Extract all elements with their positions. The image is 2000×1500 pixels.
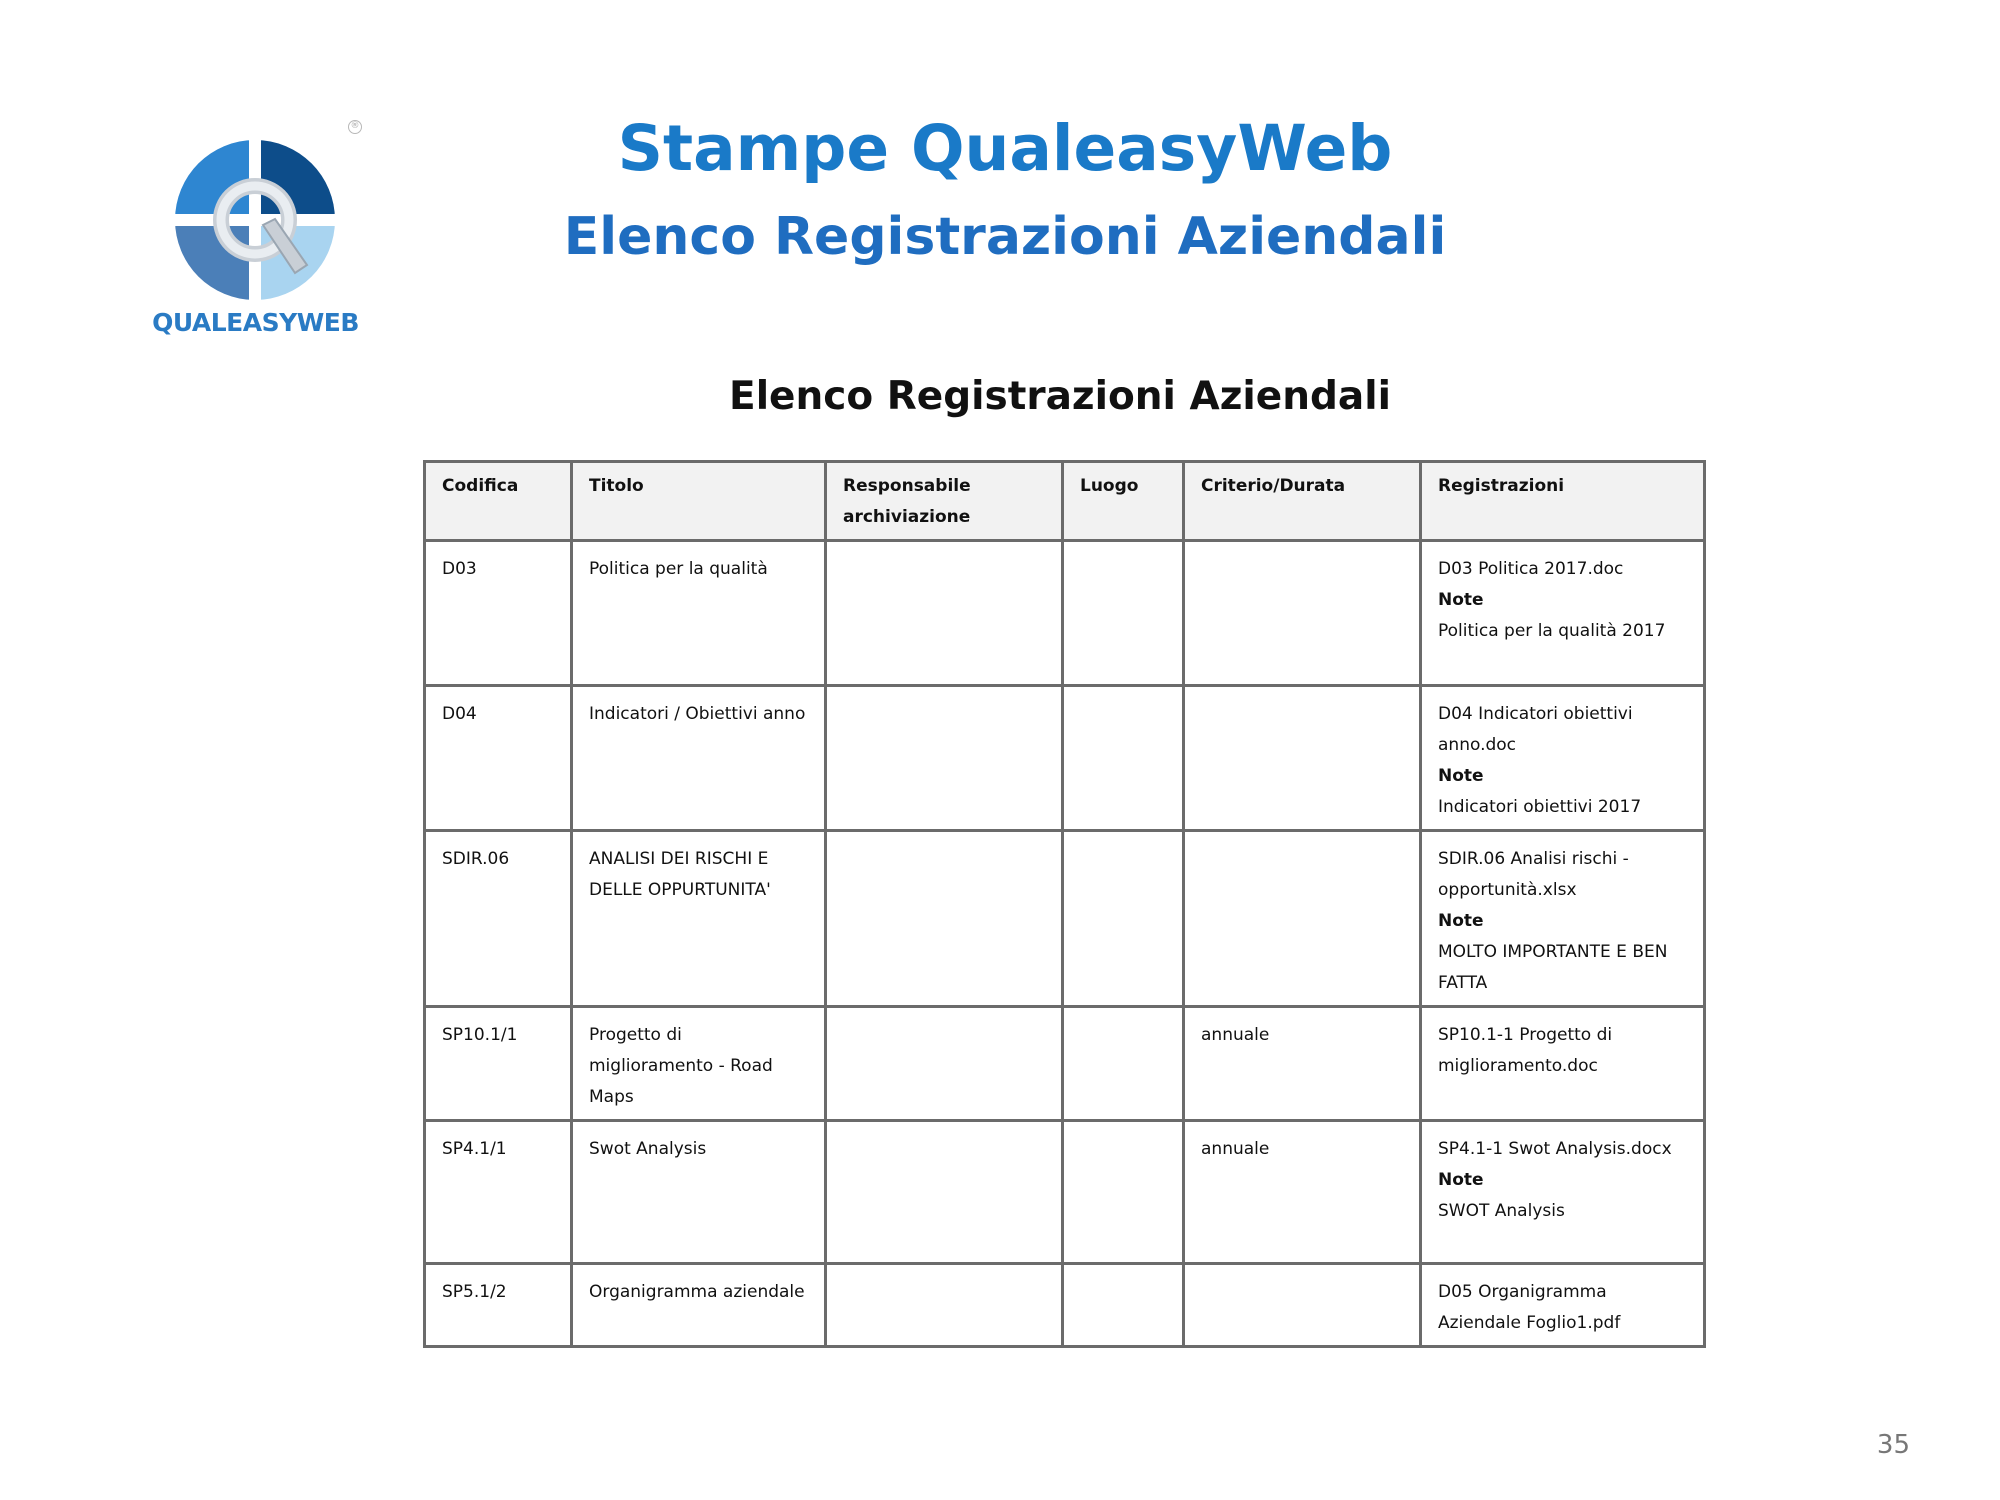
- table-row: [425, 1121, 1705, 1264]
- column-header-criterion: Criterio/Durata: [1184, 462, 1421, 541]
- cell-title: Organigramma aziendale: [572, 1264, 826, 1347]
- slide-title: Stampe QualeasyWeb: [617, 112, 1393, 185]
- column-header-code: Codifica: [425, 462, 572, 541]
- logo-text: QUALEASYWEB: [152, 308, 359, 337]
- cell-title: Politica per la qualità: [572, 541, 826, 686]
- table-row: [425, 686, 1705, 831]
- cell-code: SDIR.06: [425, 831, 572, 1007]
- registration-note-label: Note: [1438, 911, 1484, 931]
- cell-code: SP10.1/1: [425, 1007, 572, 1121]
- cell-responsible: [826, 686, 1063, 831]
- table-row: [425, 831, 1705, 1007]
- slide-subtitle: Elenco Registrazioni Aziendali: [563, 207, 1447, 267]
- column-header-title: Titolo: [572, 462, 826, 541]
- cell-registrations: [1421, 686, 1705, 831]
- column-header-responsible: Responsabile archiviazione: [826, 462, 1063, 541]
- cell-code: SP4.1/1: [425, 1121, 572, 1264]
- cell-registrations: [1421, 1121, 1705, 1264]
- cell-code: D04: [425, 686, 572, 831]
- cell-responsible: [826, 1264, 1063, 1347]
- registration-note: SWOT Analysis: [1438, 1201, 1565, 1221]
- column-header-place: Luogo: [1063, 462, 1184, 541]
- registration-note: Indicatori obiettivi 2017: [1438, 797, 1642, 817]
- cell-criterion: annuale: [1184, 1007, 1421, 1121]
- registrations-table: [423, 460, 1706, 1348]
- table-header-row: [425, 462, 1705, 541]
- cell-place: [1063, 541, 1184, 686]
- registration-note-label: Note: [1438, 766, 1484, 786]
- cell-registrations: [1421, 541, 1705, 686]
- registration-file: D03 Politica 2017.doc: [1438, 559, 1624, 579]
- cell-criterion: [1184, 541, 1421, 686]
- registered-mark-icon: ®: [348, 120, 362, 134]
- registration-file: SP10.1-1 Progetto di miglioramento.doc: [1438, 1025, 1613, 1076]
- table-row: [425, 541, 1705, 686]
- table-row: [425, 1007, 1705, 1121]
- logo-q-icon: [135, 125, 375, 310]
- cell-responsible: [826, 1121, 1063, 1264]
- cell-title: ANALISI DEI RISCHI E DELLE OPPURTUNITA': [572, 831, 826, 1007]
- cell-responsible: [826, 541, 1063, 686]
- qualeasyweb-logo: [135, 121, 375, 350]
- registration-file: SP4.1-1 Swot Analysis.docx: [1438, 1139, 1672, 1159]
- cell-registrations: [1421, 1007, 1705, 1121]
- cell-title: Progetto di miglioramento - Road Maps: [572, 1007, 826, 1121]
- cell-criterion: [1184, 686, 1421, 831]
- registration-note: MOLTO IMPORTANTE E BEN FATTA: [1438, 942, 1668, 993]
- cell-criterion: [1184, 1264, 1421, 1347]
- registration-note-label: Note: [1438, 1170, 1484, 1190]
- column-header-registrations: Registrazioni: [1421, 462, 1705, 541]
- cell-criterion: annuale: [1184, 1121, 1421, 1264]
- cell-title: Swot Analysis: [572, 1121, 826, 1264]
- registration-file: D05 Organigramma Aziendale Foglio1.pdf: [1438, 1282, 1621, 1333]
- cell-code: D03: [425, 541, 572, 686]
- document-title: Elenco Registrazioni Aziendali: [729, 374, 1391, 419]
- cell-place: [1063, 686, 1184, 831]
- cell-place: [1063, 831, 1184, 1007]
- cell-code: SP5.1/2: [425, 1264, 572, 1347]
- cell-place: [1063, 1264, 1184, 1347]
- registration-file: D04 Indicatori obiettivi anno.doc: [1438, 704, 1633, 755]
- registration-note: Politica per la qualità 2017: [1438, 621, 1666, 641]
- cell-criterion: [1184, 831, 1421, 1007]
- cell-registrations: [1421, 831, 1705, 1007]
- cell-responsible: [826, 831, 1063, 1007]
- cell-title: Indicatori / Obiettivi anno: [572, 686, 826, 831]
- cell-place: [1063, 1121, 1184, 1264]
- page-number: 35: [1876, 1430, 1910, 1460]
- cell-registrations: [1421, 1264, 1705, 1347]
- registration-note-label: Note: [1438, 590, 1484, 610]
- cell-place: [1063, 1007, 1184, 1121]
- table-row: [425, 1264, 1705, 1347]
- registration-file: SDIR.06 Analisi rischi - opportunità.xlsx: [1438, 849, 1629, 900]
- cell-responsible: [826, 1007, 1063, 1121]
